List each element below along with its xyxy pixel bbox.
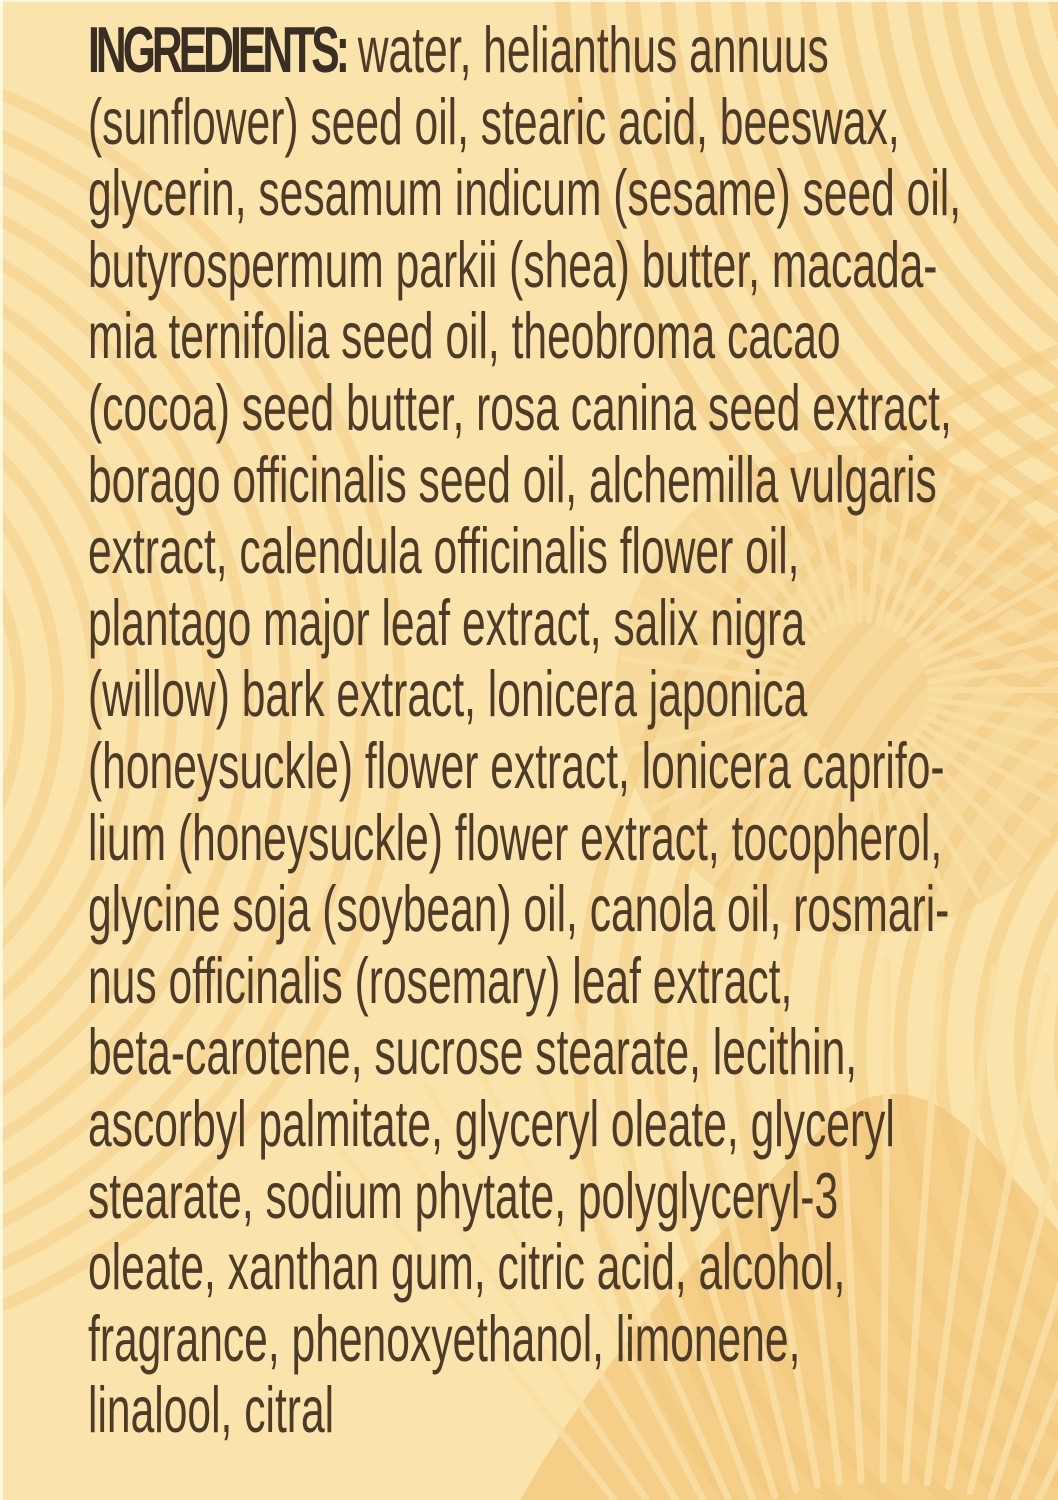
- ingredients-paragraph: [88, 14, 961, 1446]
- ingredients-line-19: fragrance, phenoxyethanol, limonene,: [88, 1301, 801, 1375]
- ingredients-line-18: oleate, xanthan gum, citric acid, alcohol,: [88, 1230, 846, 1304]
- ingredients-line-15: beta-carotene, sucrose stearate, lecithin,: [88, 1015, 858, 1089]
- ingredients-line-11: (honeysuckle) flower extract, lonicera caprifo-: [88, 728, 945, 802]
- ingredients-line-16: ascorbyl palmitate, glyceryl oleate, glyceryl: [88, 1086, 895, 1160]
- ingredients-line-20: linalool, citral: [88, 1373, 335, 1447]
- ingredients-line-2: (sunflower) seed oil, stearic acid, beeswax,: [88, 84, 900, 158]
- ingredients-line-1: INGREDIENTS: water, helianthus annuus: [88, 13, 829, 86]
- ingredients-line-3: glycerin, sesamum indicum (sesame) seed oil,: [88, 156, 962, 230]
- ingredients-heading: INGREDIENTS:: [88, 13, 346, 86]
- ingredients-line-13: glycine soja (soybean) oil, canola oil, rosmari-: [88, 872, 950, 946]
- ingredients-line-5: mia ternifolia seed oil, theobroma cacao: [88, 299, 841, 373]
- ingredients-line-8: extract, calendula officinalis flower oil,: [88, 514, 800, 588]
- ingredients-line-17: stearate, sodium phytate, polyglyceryl-3: [88, 1158, 839, 1232]
- label-edge-top: [0, 0, 1058, 2]
- label-edge-left: [0, 0, 3, 1500]
- ingredients-line-6: (cocoa) seed butter, rosa canina seed extract,: [88, 370, 952, 444]
- ingredients-line-4: butyrospermum parkii (shea) butter, macada-: [88, 227, 938, 301]
- ingredients-line-9: plantago major leaf extract, salix nigra: [88, 585, 806, 659]
- ingredients-line-7: borago officinalis seed oil, alchemilla vulgaris: [88, 442, 937, 516]
- ingredients-line-14: nus officinalis (rosemary) leaf extract,: [88, 943, 793, 1017]
- ingredients-line-12: lium (honeysuckle) flower extract, tocopherol,: [88, 800, 943, 874]
- ingredients-line-10: (willow) bark extract, lonicera japonica: [88, 657, 808, 731]
